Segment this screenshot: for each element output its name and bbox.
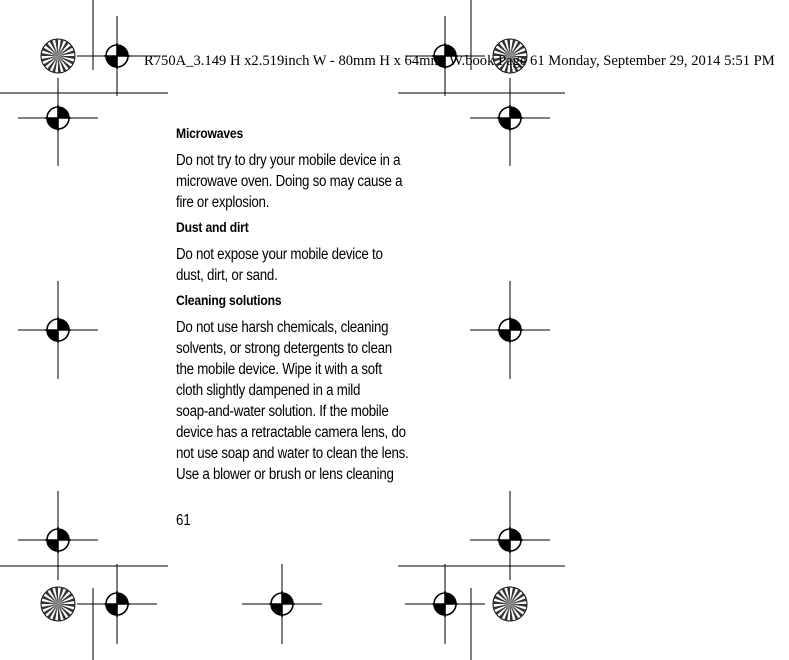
registration-mark [18, 500, 98, 580]
paragraph-line: soap-and-water solution. If the mobile [176, 403, 389, 420]
paragraph-line: not use soap and water to clean the lens. [176, 445, 409, 462]
document-body [176, 126, 436, 492]
registration-mark [77, 564, 157, 644]
section-heading: Cleaning solutions [176, 293, 282, 308]
section-microwaves [176, 126, 436, 213]
section-paragraph [176, 244, 434, 286]
registration-mark [405, 564, 485, 644]
starburst-mark [41, 39, 75, 73]
section-paragraph [176, 150, 434, 213]
registration-mark [242, 564, 322, 644]
section-heading: Microwaves [176, 126, 244, 141]
registration-mark [470, 500, 550, 580]
paragraph-line: the mobile device. Wipe it with a soft [176, 361, 382, 378]
paragraph-line: Do not try to dry your mobile device in a [176, 152, 401, 169]
registration-mark [18, 290, 98, 370]
section-paragraph [176, 317, 434, 485]
paragraph-line: microwave oven. Doing so may cause a [176, 173, 403, 190]
paragraph-line: Use a blower or brush or lens cleaning [176, 466, 394, 483]
starburst-mark [41, 587, 75, 621]
paragraph-line: Do not expose your mobile device to [176, 246, 383, 263]
section-dust-and-dirt [176, 220, 436, 286]
paragraph-line: device has a retractable camera lens, do [176, 424, 406, 441]
paragraph-line: dust, dirt, or sand. [176, 267, 278, 284]
paragraph-line: solvents, or strong detergents to clean [176, 340, 392, 357]
slug-line: R750A_3.149 H x2.519inch W - 80mm H x 64mm_W.book Page 61 Monday, September 29, 2014 5:51 PM [144, 53, 775, 69]
section-cleaning-solutions [176, 293, 436, 485]
registration-mark [18, 78, 98, 158]
paragraph-line: cloth slightly dampened in a mild [176, 382, 361, 399]
section-heading: Dust and dirt [176, 220, 249, 235]
page-number: 61 [176, 512, 191, 529]
registration-mark [470, 290, 550, 370]
paragraph-line: Do not use harsh chemicals, cleaning [176, 319, 389, 336]
paragraph-line: fire or explosion. [176, 194, 270, 211]
starburst-mark [493, 587, 527, 621]
registration-mark [470, 78, 550, 158]
